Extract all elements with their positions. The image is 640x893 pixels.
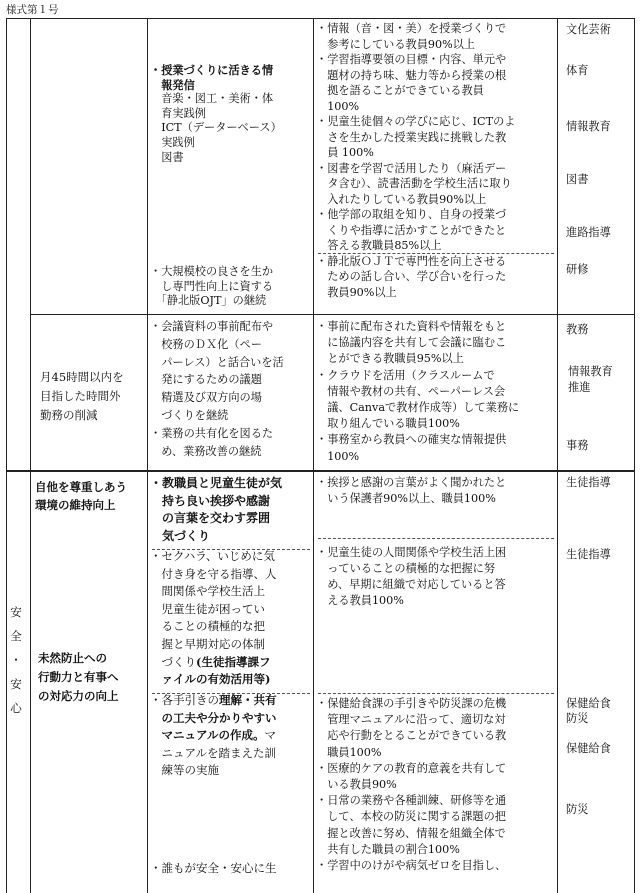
- r2-indicator-line: に協議内容を共有して会議に臨むこ: [316, 336, 507, 350]
- r3-strategy-a-line: の言葉を交わす雰囲: [150, 511, 271, 525]
- r3-goal2-line: 未然防止への: [38, 651, 107, 665]
- r1-dept: 文化芸術: [566, 23, 611, 36]
- r3-indicator-line: いう保護者90%以上、職員100%: [316, 492, 496, 505]
- r3-goal2-line: の対応力の向上: [38, 689, 119, 703]
- r1-strategy: [150, 63, 282, 165]
- r3-strategy-b-line: 児童生徒が困ってい: [150, 601, 265, 616]
- r1-indicator-line: さを生かした授業実践に挑戦した教: [316, 130, 507, 144]
- r3-goal1-line: 環境の維持向上: [35, 498, 116, 512]
- r3-strategy-b-line: 握と早期対応の体制: [150, 636, 265, 651]
- r3-indicator-line: 応や行動をとることができている教: [316, 729, 507, 743]
- r1-indicator-line: ・情報（音・図・美）を授業づくりで: [316, 22, 507, 35]
- r1-strategy-line: 音楽・図工・美術・体: [150, 92, 274, 106]
- r1-indicator-line: 答える教職員85%以上: [316, 239, 442, 252]
- r3-dept: 防災: [566, 803, 589, 816]
- r3-indicator-line: ・児童生徒の人間関係や学校生活上困: [316, 546, 507, 559]
- r3-indicators-b: [316, 545, 506, 609]
- r3-goal1: [35, 478, 127, 514]
- r2-strategy-line: づくりを継続: [150, 408, 229, 422]
- r2-goal-line: 月45時間以内を: [40, 370, 124, 384]
- r1-indicator-line: 題材の持ち味、魅力等から授業の根: [316, 68, 507, 82]
- r1-strategy-line: 実践例: [150, 135, 195, 149]
- r1-indicator-line: ・図書を学習で活用したり（麻活デー: [316, 161, 507, 175]
- r1-indicator-line: 参考にしている教員90%以上: [316, 37, 476, 51]
- form-label: 様式第１号: [6, 4, 59, 16]
- r1-strategy-line: ICT（データーベース）: [150, 121, 282, 135]
- r2-strategy-line: め、業務改善の継続: [150, 444, 262, 458]
- r1-strategy2-line: ・大規模校の良さを生か: [150, 265, 274, 278]
- r1-strategy-line: 図書: [150, 150, 184, 164]
- r3-strategy-b-line: 間関係や学校生活上: [150, 584, 265, 599]
- r2-indicator-line: 取り組んでいる職員100%: [316, 417, 460, 431]
- r3-indicator-line: いる教員90%: [316, 778, 397, 792]
- r3-dept: 生徒指導: [566, 476, 611, 489]
- r1-indicator-line: ・学習指導要領の目標・内容、単元や: [316, 53, 507, 66]
- r3-goal1-line: 自他を尊重しあう: [35, 480, 127, 494]
- r1-indicator-line: ・児童生徒個々の学びに応じ、ICTのよ: [316, 115, 516, 128]
- r3-strategy-b-line: 付き身を守る指導、人: [150, 566, 277, 581]
- vertical-char: 全: [10, 629, 22, 643]
- r1-strategy2-line: し専門性向上に資する: [150, 279, 274, 293]
- r1-dept: 図書: [566, 173, 589, 186]
- r1-indicator-line: ための話し合い、学び合いを行った: [316, 270, 507, 283]
- r2-strategy-line: ・業務の共有化を図るた: [150, 426, 274, 440]
- r3-indicator-line: ・保健給食課の手引きや防災課の危機: [316, 697, 507, 710]
- r1-strategy2: [150, 265, 273, 309]
- r1-indicator-line: ・他学部の取組を知り、自身の授業づ: [316, 208, 507, 221]
- r3-indicator-line: ・日常の業務や各種訓練、研修等を通: [316, 794, 507, 808]
- r1-indicator-line: くりや指導に活かすことができたと: [316, 223, 507, 237]
- r3-dept: 防災: [566, 712, 589, 725]
- r2-strategy-line: ・会議資料の事前配布や: [150, 320, 274, 333]
- r3-strategy-c-tail1: マ: [264, 728, 277, 743]
- r3-strategy-b-line: ることの積極的な把: [150, 619, 265, 634]
- r1-indicator-line: 100%: [316, 99, 360, 113]
- r3-indicators-a: [316, 475, 506, 507]
- r2-dept: 推進: [568, 381, 591, 394]
- vertical-char: ・: [10, 653, 22, 667]
- r3-strategy-a-line: 気づくり: [150, 528, 211, 543]
- r2-strategy-line: パーレス）と話合いを活: [150, 355, 284, 369]
- r2-dept: 教務: [566, 323, 589, 336]
- r3-indicator-line: 共有した職員の割合100%: [316, 842, 460, 856]
- r3-indicator-line: して、本校の防災に関する課題の把: [316, 810, 506, 824]
- r3-indicator-line: め、早期に組織で対応していると答: [316, 578, 506, 591]
- r3-dept: 保健給食: [566, 697, 611, 710]
- r1-indicator-line: 教員90%以上: [316, 285, 397, 299]
- r3-indicator-line: ・学習中のけがや病気ゼロを目指し、: [316, 859, 507, 873]
- r1-strategy-line: 育実践例: [150, 106, 206, 120]
- r2-strategy-line: 発にするための議題: [150, 373, 262, 387]
- r1-indicators: [316, 21, 515, 300]
- r3-strategy-c-line: ニュアルを踏まえた訓: [150, 745, 277, 760]
- r3-strategy-b-line: ・セクハラ、いじめに気: [150, 549, 275, 563]
- r3-indicator-line: 握と改善に努め、情報を組織全体で: [316, 826, 506, 840]
- r3-dept: 保健給食: [566, 742, 611, 755]
- r3-goal2-line: 行動力と有事へ: [38, 670, 119, 684]
- r2-indicator-line: 情報や教材の共有、ペーパーレス会: [316, 384, 506, 398]
- r1-dept: 進路指導: [566, 226, 611, 239]
- r3-strategy-a-line: 持ち良い挨拶や感謝: [150, 493, 271, 508]
- r3-strategy-d: ・誰もが安全・安心に生: [150, 861, 277, 875]
- r3-strategy-b-bold: (生徒指導課フ: [196, 654, 271, 669]
- r3-strategy-b-line: [150, 654, 277, 672]
- r3-indicator-line: 職員100%: [316, 745, 382, 759]
- r1-dept: 体育: [566, 64, 589, 77]
- r3-strategy-c-line: の工夫や分かりやすい: [150, 710, 277, 725]
- r3-strategy-b-text: づくり: [150, 654, 196, 669]
- r1-indicator-line: タ含む）、読書活動を学校生活に取り: [316, 177, 512, 190]
- r2-dept: 事務: [566, 439, 589, 452]
- r2-indicator-line: 100%: [316, 449, 360, 463]
- r3-strategy-c-line: 練等の実施: [150, 763, 219, 778]
- r2-indicators: [316, 319, 519, 465]
- r1-indicator-line: ・静北版ＯＪＴで専門性を向上させる: [316, 254, 507, 268]
- r3-strategy-a-line: ・教職員と児童生徒が気: [150, 476, 283, 490]
- r2-strategy: [150, 318, 284, 460]
- r1-indicator-line: 拠を語ることができている教員: [316, 84, 484, 97]
- r3-strategy-c-lead: ・各手引きの: [150, 693, 219, 707]
- r2-indicator-line: 議、Canvaで教材作成等）して業務に: [316, 401, 520, 415]
- r3-strategy-c: [150, 692, 277, 780]
- r1-strategy-line: 報発信: [150, 77, 195, 92]
- r3-dept: 生徒指導: [566, 548, 611, 561]
- r3-indicator-line: ・医療的ケアの教育的意義を共有して: [316, 761, 507, 775]
- r3-indicator-line: 管理マニュアルに沿って、適切な対: [316, 713, 506, 727]
- vertical-char: 安: [10, 605, 22, 619]
- r2-indicator-line: ・事務室から教員への確実な情報提供: [316, 433, 507, 447]
- r2-dept: 情報教育: [568, 365, 613, 378]
- r3-indicators-c: [316, 696, 506, 874]
- vertical-char: 心: [10, 701, 22, 715]
- vertical-char: 安: [10, 677, 22, 691]
- r3-strategy-a: [150, 475, 282, 545]
- r2-goal-line: 目指した時間外: [40, 389, 121, 403]
- r3-strategy-c-bold: 理解・共有: [219, 693, 277, 707]
- r2-indicator-line: ・クラウドを活用（クラスルームで: [316, 368, 495, 382]
- r2-strategy-line: 校務のＤＸ化（ペー: [150, 337, 262, 351]
- safety-vertical-label: [8, 600, 24, 720]
- r3-goal2: [38, 649, 119, 706]
- r1-indicator-line: 員 100%: [316, 146, 374, 159]
- r2-strategy-line: 精選及び双方向の場: [150, 391, 262, 405]
- r3-indicator-line: っていることの積極的な把握に努: [316, 562, 496, 575]
- r1-dept: 研修: [566, 263, 589, 276]
- r3-strategy-c-line: [150, 727, 277, 745]
- r3-strategy-b: [150, 548, 277, 689]
- r1-dept: 情報教育: [566, 120, 611, 133]
- r3-indicator-line: ・挨拶と感謝の言葉がよく聞かれたと: [316, 476, 507, 489]
- r3-strategy-b-line: ァイルの有効活用等): [150, 672, 271, 687]
- r1-strategy2-line: 「静北版OJT」の継続: [150, 294, 267, 308]
- r2-goal: [40, 368, 124, 425]
- r1-strategy-line: ・授業づくりに活きる情: [150, 63, 274, 77]
- r2-indicator-line: とができる教職員95%以上: [316, 352, 464, 366]
- r2-indicator-line: ・事前に配布された資料や情報をもと: [316, 320, 507, 333]
- r3-strategy-c-bold: マニュアルの作成。: [150, 728, 265, 743]
- r3-indicator-line: える教員100%: [316, 594, 404, 607]
- r1-indicator-line: 入れたりしている教員90%以上: [316, 192, 487, 206]
- r3-strategy-c-line: [150, 692, 277, 710]
- r2-goal-line: 勤務の削減: [40, 408, 98, 422]
